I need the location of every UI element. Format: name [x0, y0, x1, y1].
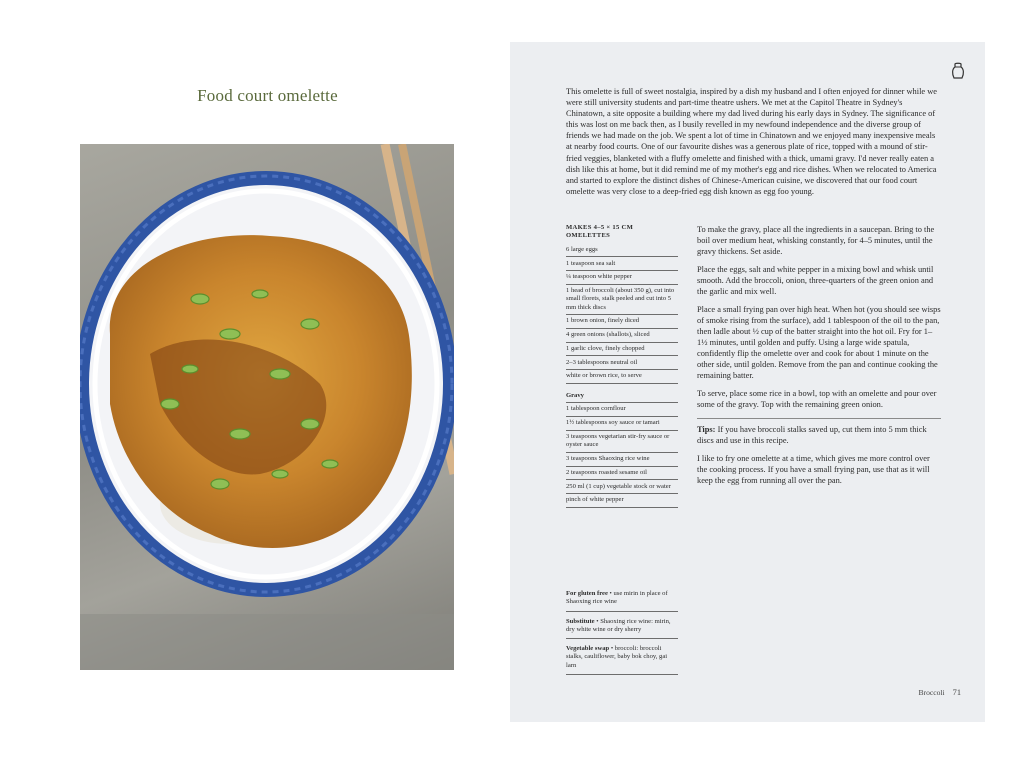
note-substitute	[566, 616, 678, 640]
ingredient-item: 2–3 tablespoons neutral oil	[566, 356, 678, 370]
ingredient-item: 6 large eggs	[566, 243, 678, 257]
note-text: • Shaoxing rice wine: mirin, dry white wine or dry sherry	[566, 617, 671, 633]
tips-label: Tips:	[697, 424, 716, 434]
ingredient-item: 1 brown onion, finely diced	[566, 315, 678, 329]
note-label: Vegetable swap	[566, 645, 610, 653]
tips-extra: I like to fry one omelette at a time, which gives me more control over the cooking process. If you have a small frying pan, use that as it will keep the egg from running all over the pan.	[697, 453, 930, 485]
ingredient-item: ¼ teaspoon white pepper	[566, 271, 678, 285]
tips-text: If you have broccoli stalks saved up, cut them into 5 mm thick discs and use in this recipe.	[697, 424, 927, 445]
ingredient-item: 1 teaspoon sea salt	[566, 257, 678, 271]
method-step: To make the gravy, place all the ingredients in a saucepan. Bring to the boil over medium heat, whisking constantly, for 4–5 minutes, until the gravy thickens. Set aside.	[697, 225, 935, 257]
note-label: For gluten free	[566, 590, 608, 597]
gravy-item: 1½ tablespoons soy sauce or tamari	[566, 417, 678, 431]
intro-paragraph: This omelette is full of sweet nostalgia, inspired by a dish my husband and I often enjoyed for dinner while we were still university students and part-time theatre ushers. We met at the Capitol Theatre in Sydney's Chinatown, a site opposite a building where my dad lived during his early days in Sydney. The significance of this was lost on me back then, as I busily revelled in my newfound independence and the diverse group of friends we had made on the job. We spent a lot of time in Chinatown and we enjoyed many inexpensive meals at nearby food courts. One of our favourite dishes was a generous plate of rice, topped with a mound of stir-fried veggies, blanketed with a fluffy omelette and finished with a thick, umami gravy. I'd never really eaten a dish like this at home, but it did remind me of my mother's egg and rice dishes. When we relocated to America and started to explore the distinct dishes of Chinese-American cuisine, we discovered that our food court omelette was very close to a deep-fried egg dish known as egg foo young.	[566, 87, 937, 196]
gravy-item: 3 teaspoons vegetarian stir-fry sauce or oyster sauce	[566, 431, 678, 453]
note-gluten-free	[566, 588, 678, 612]
note-text: • use mirin in place of Shaoxing rice wine	[566, 590, 668, 606]
ingredients-heading: MAKES 4–5 × 15 CM OMELETTES	[566, 224, 634, 240]
dish-photo	[80, 144, 454, 670]
gravy-item: pinch of white pepper	[566, 494, 678, 508]
gravy-item: 1 tablespoon cornflour	[566, 403, 678, 417]
gravy-item: 2 teaspoons roasted sesame oil	[566, 467, 678, 481]
note-vegetable-swap	[566, 643, 678, 675]
page-number: 71	[952, 688, 961, 697]
ingredient-item: 1 head of broccoli (about 350 g), cut into small florets, stalk peeled and cut into 5 mm thick discs	[566, 285, 678, 315]
omelette-illustration	[80, 144, 454, 670]
note-label: Substitute	[566, 617, 595, 625]
gravy-heading: Gravy	[566, 384, 678, 403]
page-footer	[918, 688, 961, 697]
method-step: Place the eggs, salt and white pepper in a mixing bowl and whisk until smooth. Add the broccoli, onion, three-quarters of the green onion and the garlic and mix well.	[697, 264, 934, 296]
ingredient-item: white or brown rice, to serve	[566, 370, 678, 384]
method-step: To serve, place some rice in a bowl, top with an omelette and pour over some of the gravy. Top with the remaining green onion.	[697, 388, 937, 409]
gravy-item: 250 ml (1 cup) vegetable stock or water	[566, 480, 678, 494]
tips-paragraph	[697, 424, 941, 446]
tips-divider	[697, 418, 941, 419]
recipe-notes	[566, 588, 678, 679]
ingredients-list	[566, 224, 678, 508]
recipe-title: Food court omelette	[197, 86, 338, 105]
ingredient-item: 4 green onions (shallots), sliced	[566, 329, 678, 343]
method-steps	[697, 224, 941, 492]
method-step: Place a small frying pan over high heat. When hot (you should see wisps of smoke rising from the surface), add 1 tablespoon of the oil to the pan, then ladle about ½ cup of the batter straight into the hot oil. Fry for 1–1½ minutes, until golden and puffy. Using a large wide spatula, confidently flip the omelette over and cook for about 1 minute on the other side, until golden. Remove from the pan and continue cooking the remaining batter.	[697, 304, 941, 381]
right-page	[510, 42, 985, 722]
gravy-item: 3 teaspoons Shaoxing rice wine	[566, 453, 678, 467]
note-text: • broccoli: broccoli stalks, cauliflower, baby bok choy, gai larn	[566, 645, 668, 669]
broccoli-icon	[951, 62, 965, 80]
ingredient-item: 1 garlic clove, finely chopped	[566, 343, 678, 357]
section-name: Broccoli	[918, 688, 945, 697]
